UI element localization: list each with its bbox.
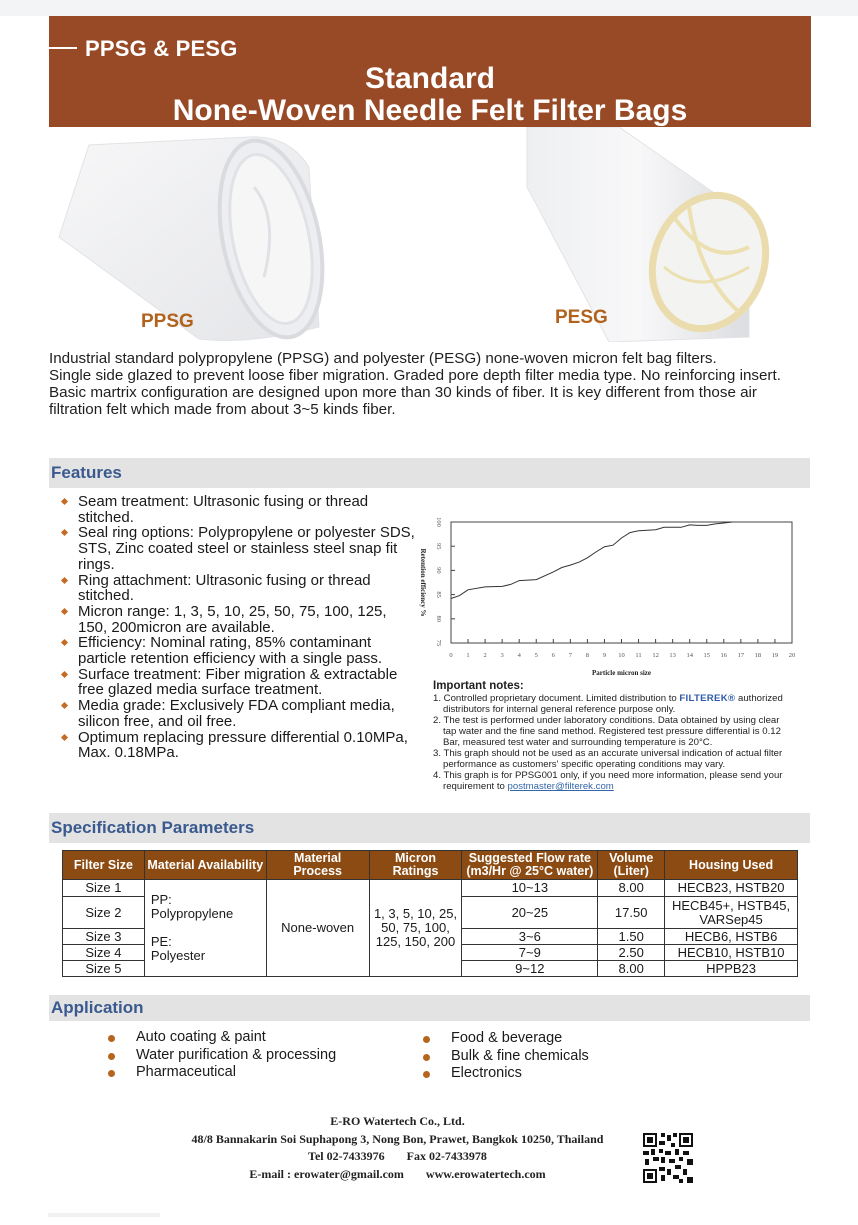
diamond-bullet-icon bbox=[61, 734, 68, 741]
diamond-bullet-icon bbox=[61, 529, 68, 536]
x-tick-label: 14 bbox=[686, 652, 693, 659]
features-list bbox=[58, 494, 418, 761]
x-tick-label: 20 bbox=[788, 652, 796, 659]
feature-item: Surface treatment: Fiber migration & extractable free glazed media surface treatment. bbox=[58, 667, 418, 698]
table-row bbox=[63, 880, 798, 897]
cell-micron: 1, 3, 5, 10, 25, 50, 75, 100, 125, 150, 200 bbox=[369, 880, 462, 977]
feature-item: Ring attachment: Ultrasonic fusing or thread stitched. bbox=[58, 573, 418, 604]
application-list-right bbox=[421, 1030, 589, 1083]
plot-frame bbox=[451, 522, 792, 643]
x-tick-label: 8 bbox=[585, 652, 590, 659]
y-tick-label: 75 bbox=[435, 639, 442, 647]
cell-housing: HPPB23 bbox=[665, 961, 798, 977]
page-title-line1: Standard bbox=[364, 62, 496, 95]
x-tick-label: 5 bbox=[534, 652, 538, 659]
qr-code-icon[interactable] bbox=[643, 1133, 693, 1183]
cell-volume: 17.50 bbox=[598, 897, 665, 929]
cell-housing: HECB10, HSTB10 bbox=[665, 945, 798, 961]
note-item: 1. Controlled proprietary document. Limited distribution to FILTEREK® authorized distributors for internal general reference purpose only. bbox=[433, 693, 783, 715]
cell-volume: 8.00 bbox=[598, 961, 665, 977]
feature-item: Seal ring options: Polypropylene or polyester SDS, STS, Zinc coated steel or stainless steel snap fit rings. bbox=[58, 525, 418, 572]
filterek-brand: FILTEREK® bbox=[679, 693, 736, 704]
col-volume: Volume (Liter) bbox=[598, 851, 665, 880]
page-bottom-mark bbox=[48, 1213, 160, 1217]
feature-item: Micron range: 1, 3, 5, 10, 25, 50, 75, 100, 125, 150, 200micron are available. bbox=[58, 604, 418, 635]
x-tick-label: 1 bbox=[466, 652, 470, 659]
bullet-dot-icon bbox=[108, 1035, 115, 1042]
note-item: 4. This graph is for PPSG001 only, if you need more information, please send your requirement to postmaster@filterek.com bbox=[433, 770, 783, 792]
intro-paragraph: Single side glazed to prevent loose fiber migration. Graded pore depth filter media type. No reinforcing insert. bbox=[49, 367, 781, 384]
x-tick-label: 4 bbox=[517, 652, 521, 659]
bullet-dot-icon bbox=[423, 1036, 430, 1043]
retention-chart bbox=[415, 505, 810, 680]
application-header bbox=[49, 995, 810, 1021]
x-tick-label: 16 bbox=[720, 652, 728, 659]
col-flow-rate: Suggested Flow rate (m3/Hr @ 25°C water) bbox=[462, 851, 598, 880]
company-contact bbox=[160, 1166, 635, 1184]
feature-item: Media grade: Exclusively FDA compliant media, silicon free, and oil free. bbox=[58, 698, 418, 729]
cell-size: Size 4 bbox=[63, 945, 145, 961]
pesg-label: PESG bbox=[555, 307, 608, 328]
cell-material: PP: Polypropylene PE: Polyester bbox=[144, 880, 266, 977]
x-tick-label: 0 bbox=[449, 652, 453, 659]
note-item: 2. The test is performed under laboratory conditions. Data obtained by using clear tap water and the fine sand method. Registered test pressure differential is 0.12 Bar, measured test water and surrounding temperature is 20°C. bbox=[433, 715, 781, 748]
col-material-process: Material Process bbox=[266, 851, 369, 880]
application-title: Application bbox=[51, 998, 144, 1017]
diamond-bullet-icon bbox=[61, 498, 68, 505]
application-item: Bulk & fine chemicals bbox=[421, 1048, 589, 1066]
y-axis-label: Retention efficiency % bbox=[419, 548, 427, 617]
cell-flow: 3~6 bbox=[462, 929, 598, 945]
x-tick-label: 13 bbox=[669, 652, 676, 659]
x-tick-label: 15 bbox=[703, 652, 710, 659]
bullet-dot-icon bbox=[423, 1071, 430, 1078]
cell-flow: 20~25 bbox=[462, 897, 598, 929]
product-images bbox=[49, 127, 811, 342]
company-website[interactable]: www.erowatertech.com bbox=[425, 1166, 546, 1181]
x-tick-label: 6 bbox=[551, 652, 555, 659]
diamond-bullet-icon bbox=[61, 702, 68, 709]
important-notes bbox=[433, 681, 793, 792]
intro-paragraph: Industrial standard polypropylene (PPSG) and polyester (PESG) none-woven micron felt bag filters. bbox=[49, 350, 717, 367]
cell-flow: 7~9 bbox=[462, 945, 598, 961]
series-label bbox=[49, 36, 238, 62]
cell-volume: 8.00 bbox=[598, 880, 665, 897]
cell-housing: HECB23, HSTB20 bbox=[665, 880, 798, 897]
feature-item: Optimum replacing pressure differential 0.10MPa, Max. 0.18MPa. bbox=[58, 730, 418, 761]
x-tick-label: 9 bbox=[602, 652, 607, 659]
company-footer bbox=[160, 1113, 635, 1183]
y-tick-label: 90 bbox=[435, 567, 442, 574]
bullet-dot-icon bbox=[108, 1053, 115, 1060]
x-tick-label: 18 bbox=[754, 652, 762, 659]
bullet-dot-icon bbox=[423, 1054, 430, 1061]
x-tick-label: 3 bbox=[500, 652, 504, 659]
filter-bag-illustrations bbox=[49, 127, 811, 342]
ppsg-label: PPSG bbox=[141, 311, 194, 332]
note-item: 3. This graph should not be used as an accurate universal indication of actual filter performance as customers' specific operating conditions may vary. bbox=[433, 748, 783, 770]
y-tick-label: 85 bbox=[435, 591, 442, 598]
application-item: Water purification & processing bbox=[106, 1047, 336, 1065]
bullet-dot-icon bbox=[108, 1070, 115, 1077]
notes-title: Important notes: bbox=[433, 680, 524, 692]
col-filter-size: Filter Size bbox=[63, 851, 145, 880]
cell-volume: 2.50 bbox=[598, 945, 665, 961]
company-name: E-RO Watertech Co., Ltd. bbox=[330, 1114, 465, 1128]
diamond-bullet-icon bbox=[61, 608, 68, 615]
x-tick-label: 19 bbox=[771, 652, 779, 659]
y-tick-label: 80 bbox=[435, 615, 442, 623]
cell-size: Size 1 bbox=[63, 880, 145, 897]
company-address: 48/8 Bannakarin Soi Suphapong 3, Nong Bon, Prawet, Bangkok 10250, Thailand bbox=[191, 1131, 604, 1146]
company-email[interactable]: E-mail : erowater@gmail.com bbox=[249, 1166, 404, 1181]
diamond-bullet-icon bbox=[61, 671, 68, 678]
email-link[interactable]: postmaster@filterek.com bbox=[507, 781, 614, 792]
application-item: Food & beverage bbox=[421, 1030, 589, 1048]
feature-item: Efficiency: Nominal rating, 85% contaminant particle retention efficiency with a single pass. bbox=[58, 635, 418, 666]
cell-volume: 1.50 bbox=[598, 929, 665, 945]
col-material-availability: Material Availability bbox=[144, 851, 266, 880]
ppsg-bag-image bbox=[59, 131, 339, 342]
y-tick-label: 100 bbox=[435, 517, 442, 527]
x-axis-label: Particle micron size bbox=[592, 669, 651, 677]
application-item: Pharmaceutical bbox=[106, 1064, 336, 1082]
intro-paragraph: Basic martrix configuration are designed upon more than 30 kinds of fiber. It is key different from those air filtration felt which made from about 3~5 kinds fiber. bbox=[49, 384, 757, 418]
x-tick-label: 7 bbox=[568, 652, 572, 659]
cell-flow: 10~13 bbox=[462, 880, 598, 897]
cell-size: Size 3 bbox=[63, 929, 145, 945]
diamond-bullet-icon bbox=[61, 576, 68, 583]
spec-header bbox=[49, 813, 810, 843]
cell-housing: HECB45+, HSTB45, VARSep45 bbox=[665, 897, 798, 929]
dash-icon bbox=[49, 47, 77, 49]
features-title: Features bbox=[51, 463, 122, 482]
x-tick-label: 11 bbox=[635, 652, 642, 659]
retention-chart-svg bbox=[415, 505, 810, 680]
spec-title: Specification Parameters bbox=[51, 818, 255, 837]
cell-size: Size 2 bbox=[63, 897, 145, 929]
application-list-left bbox=[106, 1029, 336, 1082]
y-tick-label: 95 bbox=[435, 542, 442, 550]
series-text: PPSG & PESG bbox=[85, 36, 238, 61]
cell-housing: HECB6, HSTB6 bbox=[665, 929, 798, 945]
x-tick-label: 2 bbox=[483, 652, 487, 659]
cell-flow: 9~12 bbox=[462, 961, 598, 977]
intro-text bbox=[49, 350, 814, 418]
application-item: Auto coating & paint bbox=[106, 1029, 336, 1047]
application-item: Electronics bbox=[421, 1065, 589, 1083]
col-housing: Housing Used bbox=[665, 851, 798, 880]
x-tick-label: 12 bbox=[652, 652, 659, 659]
spec-table bbox=[62, 850, 798, 977]
diamond-bullet-icon bbox=[61, 639, 68, 646]
features-header bbox=[49, 458, 810, 488]
x-tick-label: 17 bbox=[737, 652, 745, 659]
company-phone: Tel 02-7433976 Fax 02-7433978 bbox=[308, 1149, 487, 1163]
cell-size: Size 5 bbox=[63, 961, 145, 977]
cell-process: None-woven bbox=[266, 880, 369, 977]
feature-item: Seam treatment: Ultrasonic fusing or thread stitched. bbox=[58, 494, 418, 525]
page-title-line2: None-Woven Needle Felt Filter Bags bbox=[172, 94, 688, 127]
table-header-row bbox=[63, 851, 798, 880]
top-strip bbox=[0, 0, 858, 16]
title-banner bbox=[49, 16, 811, 127]
x-tick-label: 10 bbox=[618, 652, 625, 659]
col-micron-ratings: Micron Ratings bbox=[369, 851, 462, 880]
